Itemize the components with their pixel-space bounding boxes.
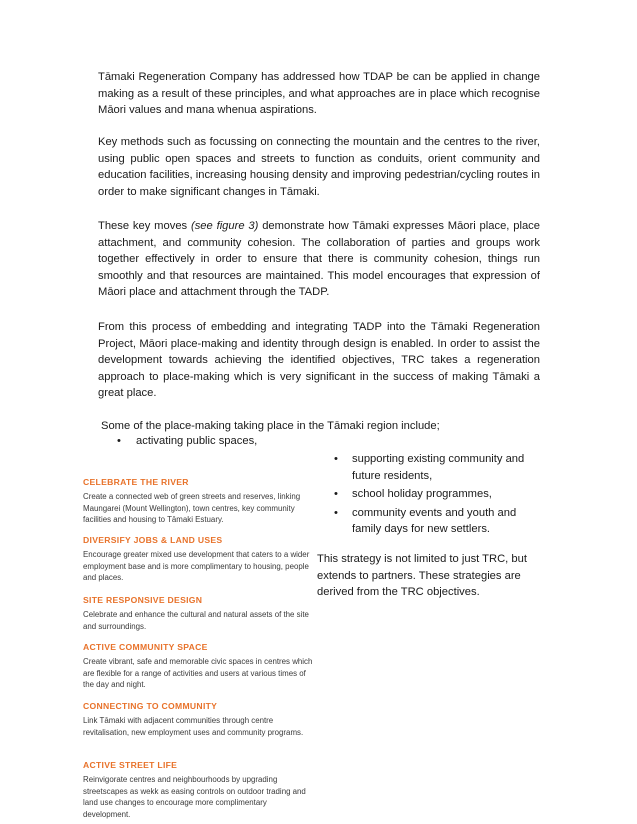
paragraph-text: From this process of embedding and integrating TADP into the Tāmaki Regeneration Project, Māori place-making and identity through design is enabled. In order to assist the development towards achieving the identified objectives, TRC takes a regeneration approach to place-making which is very significant in the success of making Tāmaki a great place. [98, 321, 540, 399]
paragraph-text: These key moves [98, 220, 191, 232]
section-text: Create a connected web of green streets and reserves, linking Maungarei (Mount Wellington), town centres, key community facilities and housing to Tāmaki Estuary. [83, 492, 301, 525]
figure-section [83, 594, 313, 632]
paragraph-text: Tāmaki Regeneration Company has addressed how TDAP be can be applied in change making as a result of these principles, and what approaches are in place which recognise Māori values and mana whenua aspirations. [98, 71, 540, 116]
figure-section [83, 759, 313, 820]
paragraph-text: demonstrate how Tāmaki expresses Māori place, place attachment, and community cohesion. The collaboration of parties and groups work together effectively in order to ensure that there is community cohesion, things run smoothly and that resources are maintained. This model encourages that expression of Māori place and attachment through the TADP. [98, 220, 540, 298]
section-text: Create vibrant, safe and memorable civic spaces in centres which are flexible for a range of activities and users at various times of the day and night. [83, 657, 313, 690]
list-item-text: community events and youth and family days for new settlers. [352, 506, 517, 535]
list-item-text: activating public spaces, [136, 435, 258, 447]
list-item-text: school holiday programmes, [352, 488, 492, 500]
list-intro: Some of the place-making taking place in the Tāmaki region include; [101, 420, 440, 432]
section-text: Reinvigorate centres and neighbourhoods by upgrading streetscapes as wekk as easing controls on outdoor trading and land use changes to encourage more complimentary development. [83, 775, 306, 819]
bullet-icon: • [334, 506, 338, 519]
section-text: Encourage greater mixed use development that caters to a wider employment base and is more complimentary to housing, people and places. [83, 550, 310, 583]
list-item [334, 451, 544, 484]
section-heading: SITE RESPONSIVE DESIGN [83, 595, 203, 605]
section-heading: ACTIVE STREET LIFE [83, 760, 178, 770]
paragraph-1 [98, 69, 540, 119]
figure-section [83, 700, 313, 738]
strategy-paragraph: This strategy is not limited to just TRC, but extends to partners. These strategies are derived from the TRC objectives. [317, 553, 527, 598]
list-item-text: supporting existing community and future residents, [352, 453, 525, 482]
figure-section [83, 476, 313, 526]
section-text: Link Tāmaki with adjacent communities through centre revitalisation, new employment uses and community programs. [83, 716, 304, 737]
section-heading: CONNECTING TO COMMUNITY [83, 701, 218, 711]
paragraph-3 [98, 218, 540, 301]
section-heading: ACTIVE COMMUNITY SPACE [83, 642, 208, 652]
paragraph-2 [98, 134, 540, 200]
figure-reference: (see figure 3) [190, 220, 259, 232]
paragraph-text: Key methods such as focussing on connecting the mountain and the centres to the river, using public open spaces and streets to function as conduits, orient community and education facilities, increasing housing density and improving pedestrian/cycling routes in order to make significant changes in Tāmaki. [98, 136, 540, 198]
list-item [334, 505, 544, 538]
section-heading: CELEBRATE THE RIVER [83, 477, 189, 487]
section-text: Celebrate and enhance the cultural and natural assets of the site and surroundings. [83, 610, 309, 631]
bullet-icon: • [334, 453, 338, 465]
figure-section [83, 534, 313, 584]
bullet-icon: • [117, 435, 121, 447]
list-item [334, 486, 544, 503]
bullet-icon: • [334, 488, 338, 500]
section-heading: DIVERSIFY JOBS & LAND USES [83, 535, 223, 545]
right-bullet-list [334, 451, 544, 540]
paragraph-4 [98, 319, 540, 402]
figure-section [83, 641, 313, 691]
